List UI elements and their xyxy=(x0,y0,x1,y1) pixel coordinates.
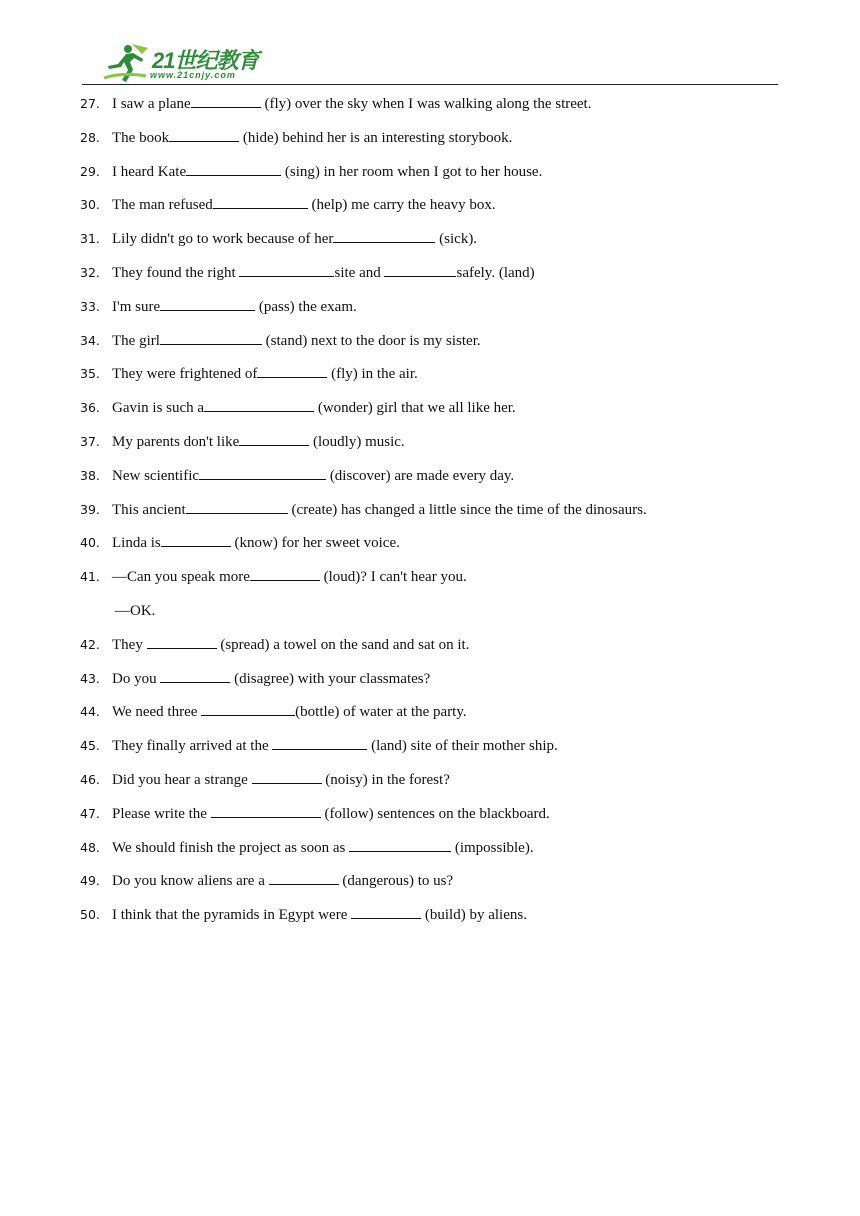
item-text: (fly) over the sky when I was walking along the street. xyxy=(260,96,592,112)
answer-blank[interactable] xyxy=(384,262,456,277)
item-text: Lily didn't go to work because of her xyxy=(112,231,334,248)
answer-blank[interactable] xyxy=(211,803,321,818)
item-text: (stand) next to the door is my sister. xyxy=(261,332,481,349)
answer-blank[interactable] xyxy=(147,634,217,649)
item-text: We need three xyxy=(112,704,202,721)
list-item xyxy=(80,667,780,701)
item-text: (loudly) music. xyxy=(309,433,405,450)
list-item xyxy=(80,498,780,532)
item-text: (build) by aliens. xyxy=(421,907,527,924)
list-item xyxy=(80,430,780,464)
item-number: 39. xyxy=(80,501,100,517)
item-text: We should finish the project as soon as xyxy=(112,839,350,856)
list-item xyxy=(80,836,780,870)
item-number: 34. xyxy=(80,332,100,348)
item-text: (hide) behind her is an interesting storybook. xyxy=(239,129,513,146)
item-text: Did you hear a strange xyxy=(112,771,252,788)
list-item xyxy=(80,295,780,329)
list-item xyxy=(80,160,780,194)
answer-blank[interactable] xyxy=(199,465,326,480)
item-text: Do you know aliens are a xyxy=(112,873,269,890)
item-number: 38. xyxy=(80,467,100,483)
item-text: (discover) are made every day. xyxy=(326,467,515,484)
item-text: (help) me carry the heavy box. xyxy=(307,197,496,214)
item-text: (spread) a towel on the sand and sat on it. xyxy=(216,636,470,653)
list-item xyxy=(80,531,780,565)
item-number: 48. xyxy=(80,839,100,855)
list-item xyxy=(80,362,780,396)
list-item xyxy=(80,92,780,126)
item-text: New scientific xyxy=(112,467,200,484)
item-text: They xyxy=(112,636,147,653)
answer-blank[interactable] xyxy=(186,499,288,514)
item-text: This ancient xyxy=(112,501,186,518)
item-text: (follow) sentences on the blackboard. xyxy=(320,805,550,822)
list-item xyxy=(80,633,780,667)
answer-blank[interactable] xyxy=(333,228,435,243)
item-text: Gavin is such a xyxy=(112,400,205,417)
answer-blank[interactable] xyxy=(201,701,295,716)
answer-blank[interactable] xyxy=(160,296,255,311)
answer-blank[interactable] xyxy=(161,532,231,547)
item-text: I'm sure xyxy=(112,298,161,315)
item-text: (impossible). xyxy=(451,839,534,856)
answer-blank[interactable] xyxy=(272,735,367,750)
list-item xyxy=(80,227,780,261)
item-text: Please write the xyxy=(112,805,211,822)
answer-blank[interactable] xyxy=(252,769,322,784)
item-text: They were frightened of xyxy=(112,366,258,383)
list-item xyxy=(80,802,780,836)
item-text: (sick). xyxy=(435,231,478,248)
item-text: —Can you speak more xyxy=(112,569,250,586)
list-item xyxy=(80,734,780,768)
logo xyxy=(102,40,272,84)
item-text: My parents don't like xyxy=(112,433,240,450)
answer-blank[interactable] xyxy=(204,397,314,412)
item-number: 41. xyxy=(80,569,100,585)
answer-blank[interactable] xyxy=(160,330,262,345)
list-item xyxy=(80,126,780,160)
item-number: 35. xyxy=(80,366,100,382)
item-text: (disagree) with your classmates? xyxy=(230,670,431,687)
item-number: 28. xyxy=(80,129,100,145)
list-item xyxy=(80,464,780,498)
item-text: site and xyxy=(334,264,385,281)
answer-blank[interactable] xyxy=(239,262,334,277)
item-text: I saw a plane xyxy=(112,96,191,112)
item-text: (pass) the exam. xyxy=(255,298,357,315)
page-header xyxy=(82,38,778,86)
list-item xyxy=(80,700,780,734)
answer-blank[interactable] xyxy=(160,668,230,683)
item-text: (bottle) of water at the party. xyxy=(295,704,467,721)
answer-blank[interactable] xyxy=(191,93,261,108)
item-text: (know) for her sweet voice. xyxy=(230,535,400,552)
list-item xyxy=(80,329,780,363)
list-item-continuation xyxy=(80,599,780,633)
item-number: 33. xyxy=(80,298,100,314)
item-number: 29. xyxy=(80,163,100,179)
item-text: I think that the pyramids in Egypt were xyxy=(112,907,352,924)
list-item xyxy=(80,768,780,802)
item-number: 31. xyxy=(80,231,100,247)
answer-blank[interactable] xyxy=(239,431,309,446)
answer-blank[interactable] xyxy=(269,870,339,885)
item-text: (sing) in her room when I got to her house. xyxy=(281,163,543,180)
item-text: (fly) in the air. xyxy=(327,366,418,383)
item-number: 43. xyxy=(80,670,100,686)
item-text: They found the right xyxy=(112,264,240,281)
item-text: The girl xyxy=(112,332,160,349)
item-number: 42. xyxy=(80,636,100,652)
runner-logo-icon xyxy=(102,40,154,84)
item-number: 40. xyxy=(80,535,100,551)
item-text: Linda is xyxy=(112,535,161,552)
item-text: (noisy) in the forest? xyxy=(321,771,450,788)
item-number: 27. xyxy=(80,96,100,111)
item-number: 37. xyxy=(80,433,100,449)
answer-blank[interactable] xyxy=(186,161,281,176)
logo-url-text: www.21cnjy.com xyxy=(150,70,236,80)
answer-blank[interactable] xyxy=(257,363,327,378)
answer-blank[interactable] xyxy=(213,194,308,209)
item-number: 49. xyxy=(80,873,100,889)
list-item xyxy=(80,261,780,295)
header-rule xyxy=(82,84,778,85)
item-text: (dangerous) to us? xyxy=(338,873,454,890)
item-number: 36. xyxy=(80,400,100,416)
item-number: 45. xyxy=(80,738,100,754)
item-number: 50. xyxy=(80,907,100,923)
logo-main-text: 21世纪教育 xyxy=(152,48,259,73)
item-number: 46. xyxy=(80,771,100,787)
list-item xyxy=(80,396,780,430)
item-number: 44. xyxy=(80,704,100,720)
answer-blank[interactable] xyxy=(250,566,320,581)
item-text: The book xyxy=(112,129,170,146)
answer-blank[interactable] xyxy=(349,837,451,852)
item-text: safely. (land) xyxy=(456,264,535,281)
item-number: 32. xyxy=(80,264,100,280)
list-item xyxy=(80,193,780,227)
list-item xyxy=(80,565,780,599)
item-text: (create) has changed a little since the time of the dinosaurs. xyxy=(287,501,647,518)
exercise-list xyxy=(80,92,780,937)
item-text: (land) site of their mother ship. xyxy=(367,738,558,755)
answer-blank[interactable] xyxy=(351,904,421,919)
item-text: (loud)? I can't hear you. xyxy=(319,569,467,586)
item-text: I heard Kate xyxy=(112,163,187,180)
list-item xyxy=(80,869,780,903)
item-text: They finally arrived at the xyxy=(112,738,273,755)
list-item xyxy=(80,903,780,937)
item-text: —OK. xyxy=(115,602,156,619)
item-text: The man refused xyxy=(112,197,213,214)
item-number: 47. xyxy=(80,805,100,821)
item-number: 30. xyxy=(80,197,100,213)
item-text: (wonder) girl that we all like her. xyxy=(314,400,516,417)
answer-blank[interactable] xyxy=(169,127,239,142)
item-text: Do you xyxy=(112,670,161,687)
